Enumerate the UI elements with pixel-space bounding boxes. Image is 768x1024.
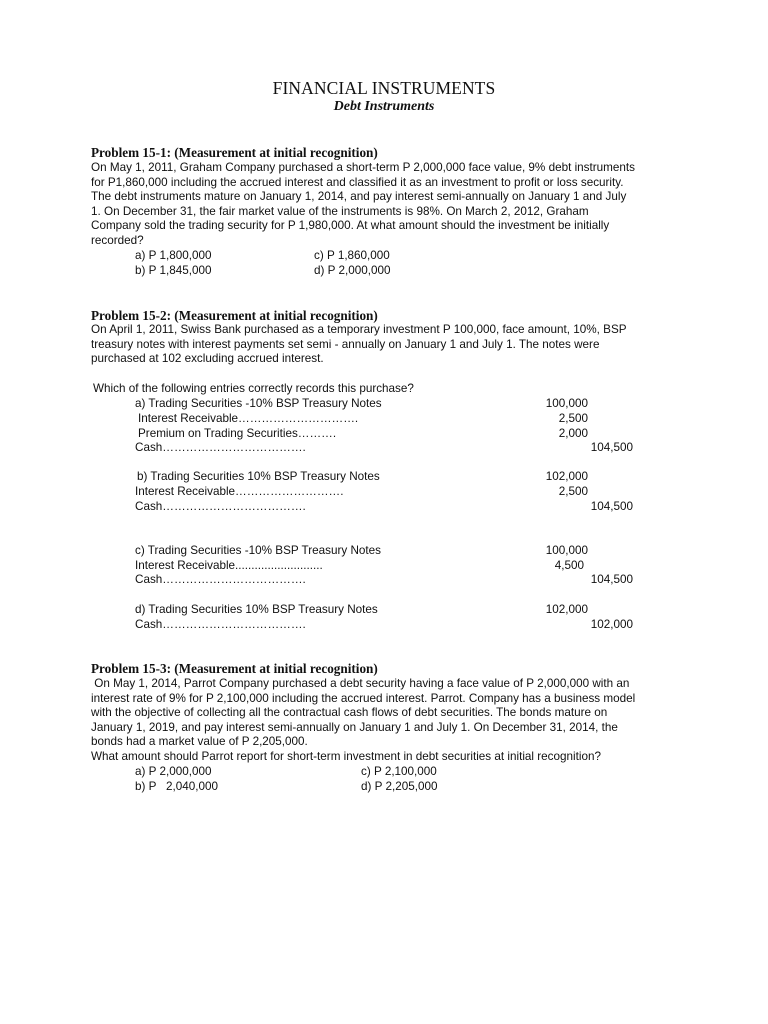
problem-15-1-text — [91, 161, 691, 249]
text-line: recorded? — [91, 233, 144, 247]
text-line: Company sold the trading security for P 1,980,000. At what amount should the investment be initially — [91, 219, 610, 233]
problem-15-2-text — [91, 323, 691, 367]
text-line: January 1, 2019, and pay interest semi-annually on January 1 and July 1. On December 31, 2014, the — [91, 720, 618, 734]
text-line: On April 1, 2011, Swiss Bank purchased as a temporary investment P 100,000, face amount, 10%, BSP — [91, 323, 627, 336]
entry-c-line: Cash………………………………. — [135, 573, 306, 586]
entry-b-debit: 2,500 — [558, 485, 588, 498]
text-line: What amount should Parrot report for short-term investment in debt securities at initial recognition? — [91, 749, 601, 763]
choice-c: c) P 1,860,000 — [314, 249, 390, 262]
problem-15-2-heading: Problem 15-2: (Measurement at initial recognition) — [91, 308, 378, 323]
entry-b-credit: 104,500 — [590, 500, 633, 513]
problem-15-3-text — [91, 677, 691, 765]
entry-d-line: d) Trading Securities 10% BSP Treasury Notes — [135, 603, 378, 616]
entry-d-credit: 102,000 — [590, 618, 633, 631]
choice-a: a) P 1,800,000 — [135, 249, 212, 262]
problem-15-3-heading: Problem 15-3: (Measurement at initial recognition) — [91, 661, 378, 676]
entry-a-line: Interest Receivable…………………………. — [138, 412, 359, 425]
text-line: purchased at 102 excluding accrued interest. — [91, 352, 324, 366]
text-line: On May 1, 2014, Parrot Company purchased a debt security having a face value of P 2,000,000 with an — [91, 677, 630, 690]
entry-a-debit: 2,500 — [558, 412, 588, 425]
entry-c-credit: 104,500 — [590, 573, 633, 586]
choice-c: c) P 2,100,000 — [361, 765, 437, 778]
entry-a-debit: 2,000 — [558, 427, 588, 440]
choice-d: d) P 2,000,000 — [314, 264, 391, 277]
text-line: The debt instruments mature on January 1, 2014, and pay interest semi-annually on January 1 and July — [91, 190, 627, 204]
text-line: 1. On December 31, the fair market value of the instruments is 98%. On March 2, 2012, Graham — [91, 204, 589, 218]
entry-b-line: b) Trading Securities 10% BSP Treasury Notes — [137, 470, 380, 483]
entry-a-line: Premium on Trading Securities………. — [138, 427, 337, 440]
text-line: with the objective of collecting all the contractual cash flows of debt securities. The bonds mature on — [91, 706, 608, 720]
entry-d-line: Cash………………………………. — [135, 618, 306, 631]
entry-a-debit: 100,000 — [545, 397, 588, 410]
choice-d: d) P 2,205,000 — [361, 780, 438, 793]
document-title: FINANCIAL INSTRUMENTS — [272, 78, 496, 98]
entry-b-line: Cash………………………………. — [135, 500, 306, 513]
text-line: treasury notes with interest payments set semi - annually on January 1 and July 1. The notes were — [91, 337, 600, 351]
choice-b: b) P 1,845,000 — [135, 264, 212, 277]
entry-c-debit: 100,000 — [545, 544, 588, 557]
problem-15-2-question: Which of the following entries correctly records this purchase? — [93, 382, 414, 395]
entry-a-line: a) Trading Securities -10% BSP Treasury Notes — [135, 397, 382, 410]
problem-15-1-heading: Problem 15-1: (Measurement at initial recognition) — [91, 145, 378, 160]
text-line: On May 1, 2011, Graham Company purchased a short-term P 2,000,000 face value, 9% debt instruments — [91, 161, 635, 174]
entry-b-line: Interest Receivable………………………. — [135, 485, 344, 498]
text-line: bonds had a market value of P 2,205,000. — [91, 735, 308, 749]
entry-b-debit: 102,000 — [545, 470, 588, 483]
entry-a-credit: 104,500 — [590, 441, 633, 454]
text-line: interest rate of 9% for P 2,100,000 including the accrued interest. Parrot. Company has a business model — [91, 691, 636, 705]
entry-a-line: Cash………………………………. — [135, 441, 306, 454]
entry-d-debit: 102,000 — [545, 603, 588, 616]
choice-a: a) P 2,000,000 — [135, 765, 212, 778]
entry-c-debit: 4,500 — [554, 559, 584, 572]
entry-c-line: Interest Receivable........................... — [135, 559, 323, 572]
text-line: for P1,860,000 including the accrued interest and classified it as an investment to profit or loss security. — [91, 175, 624, 189]
document-subtitle: Debt Instruments — [333, 99, 435, 114]
choice-b: b) P 2,040,000 — [135, 780, 218, 793]
entry-c-line: c) Trading Securities -10% BSP Treasury Notes — [135, 544, 381, 557]
